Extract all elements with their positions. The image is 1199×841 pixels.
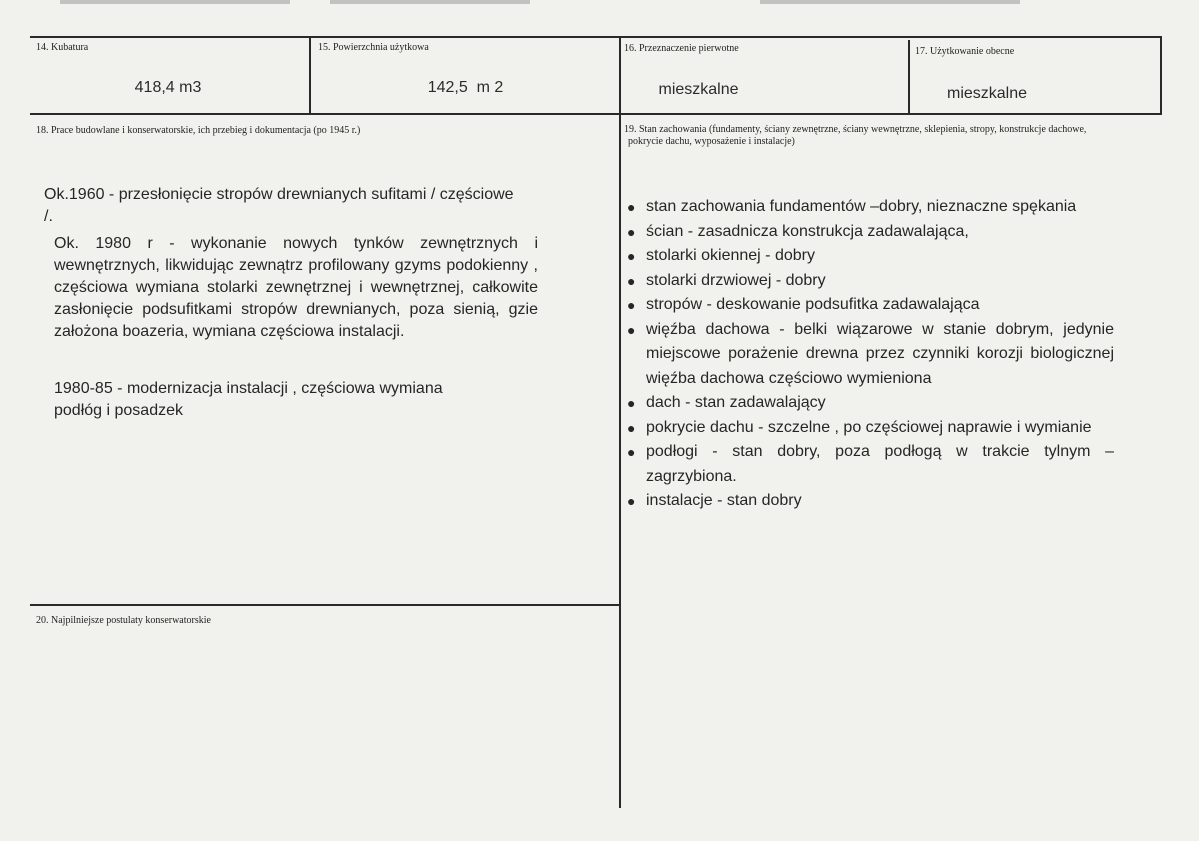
bullet-icon: ● bbox=[627, 199, 636, 215]
section20-label: 20. Najpilniejsze postulaty konserwatorskie bbox=[36, 615, 211, 626]
bullet-icon: ● bbox=[627, 395, 636, 411]
powierzchnia-value: 142,5 m 2 bbox=[427, 79, 504, 96]
bullet-icon: ● bbox=[627, 297, 636, 313]
bullet-icon: ● bbox=[627, 444, 636, 460]
list-item: ● podłogi - stan dobry, poza podłogą w trakcie tylnym – zagrzybiona. bbox=[624, 440, 1114, 489]
list-item: ● stolarki okiennej - dobry bbox=[624, 244, 1114, 269]
bullet-icon: ● bbox=[627, 223, 636, 240]
bullet-icon: ● bbox=[627, 493, 636, 509]
list-item: ● stolarki drzwiowej - dobry bbox=[624, 269, 1114, 294]
list-item: ● stropów - deskowanie podsufitka zadawalająca bbox=[624, 293, 1114, 318]
bullet-icon: ● bbox=[627, 321, 636, 338]
section18-bottom-border bbox=[30, 604, 621, 606]
bullet-icon: ● bbox=[627, 272, 636, 289]
przeznaczenie-value: mieszkalne bbox=[658, 81, 739, 98]
list-item: ● dach - stan zadawalający bbox=[624, 391, 1114, 416]
scan-artifact bbox=[60, 0, 290, 4]
center-divider bbox=[619, 36, 621, 808]
kubatura-label: 14. Kubatura bbox=[36, 42, 89, 53]
uzytkowanie-value: mieszkalne bbox=[946, 85, 1028, 102]
bullet-icon: ● bbox=[627, 419, 636, 436]
list-item: ● więźba dachowa - belki wiązarowe w stanie dobrym, jedynie miejscowe porażenie drewna przez czynniki korozji biologicznej więźba dachowa częściowo wymieniona bbox=[624, 318, 1114, 392]
powierzchnia-label: 15. Powierzchnia użytkowa bbox=[318, 42, 429, 53]
scan-artifact bbox=[760, 0, 1020, 4]
section19-label-line1: 19. Stan zachowania (fundamenty, ściany zewnętrzne, ściany wewnętrzne, sklepienia, stropy, konstrukcje dachowe, bbox=[624, 124, 1087, 135]
list-item: ● instalacje - stan dobry bbox=[624, 489, 1114, 514]
section18-label: 18. Prace budowlane i konserwatorskie, ich przebieg i dokumentacja (po 1945 r.) bbox=[36, 125, 361, 136]
kubatura-value: 418,4 m3 bbox=[134, 79, 202, 96]
section19-label-line2: pokrycie dachu, wyposażenie i instalacje) bbox=[628, 136, 795, 147]
przeznaczenie-label: 16. Przeznaczenie pierwotne bbox=[624, 43, 739, 54]
row1-divider-3 bbox=[908, 40, 910, 115]
list-item: ● ścian - zasadnicza konstrukcja zadawalająca, bbox=[624, 220, 1114, 245]
scan-artifact bbox=[330, 0, 530, 4]
top-border bbox=[30, 36, 1162, 38]
section18-paragraph-1: Ok.1960 - przesłonięcie stropów drewnianych sufitami / częściowe /. bbox=[44, 186, 514, 225]
section18-paragraph-3: 1980-85 - modernizacja instalacji , częściowa wymiana podłóg i posadzek bbox=[54, 380, 443, 419]
section19-list bbox=[624, 195, 1114, 514]
row1-bottom-border bbox=[30, 113, 1162, 115]
list-item: ● pokrycie dachu - szczelne , po częściowej naprawie i wymianie bbox=[624, 416, 1114, 441]
row1-divider-1 bbox=[309, 36, 311, 115]
list-item: ● stan zachowania fundamentów –dobry, nieznaczne spękania bbox=[624, 195, 1114, 220]
uzytkowanie-label: 17. Użytkowanie obecne bbox=[915, 46, 1015, 57]
bullet-icon: ● bbox=[627, 248, 636, 264]
right-border-partial bbox=[1160, 36, 1162, 115]
section18-paragraph-2: Ok. 1980 r - wykonanie nowych tynków zewnętrznych i wewnętrznych, likwidując zewnątrz profilowany gzyms podokienny , częściowa wymiana stolarki zewnętrznej i wewnętrznej, całkowite zasłonięcie podsufitkami stropów drewnianych, poza sienią, gzie założona boazeria, wymiana częściowa instalacji. bbox=[54, 235, 538, 340]
